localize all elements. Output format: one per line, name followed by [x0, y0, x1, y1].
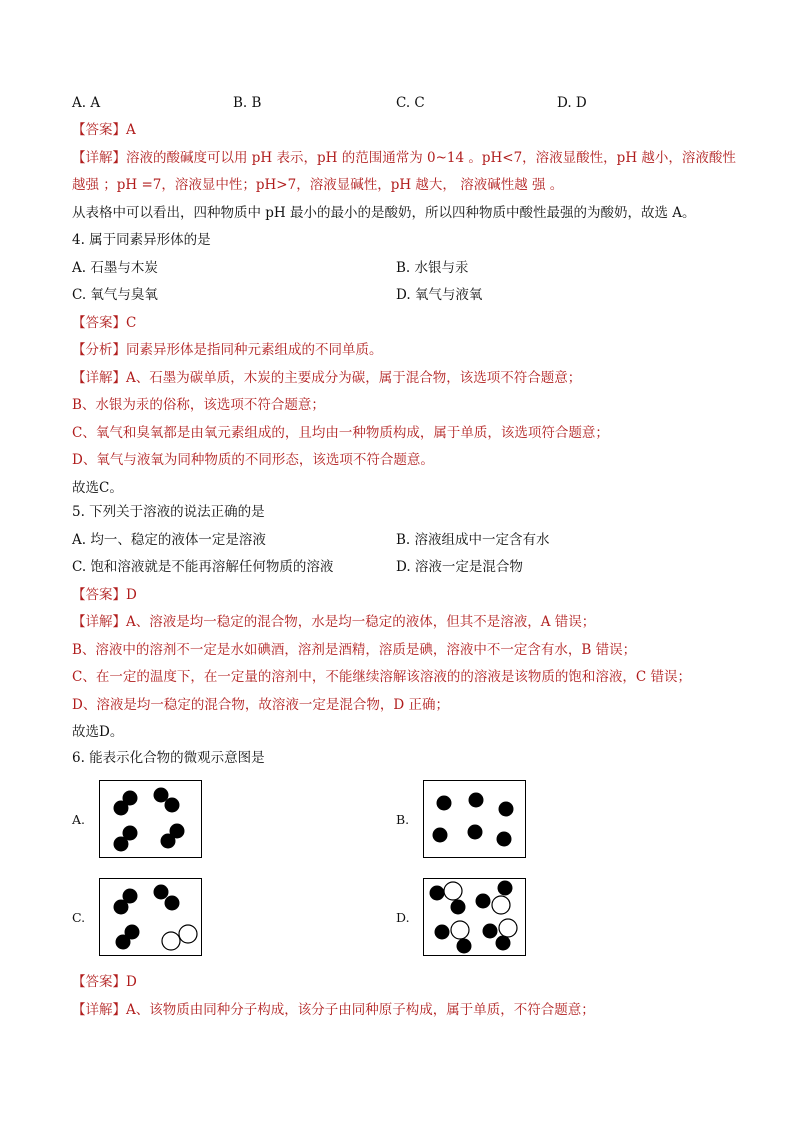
q4-stem: 4. 属于同素异形体的是 — [72, 232, 211, 248]
q3-answer — [72, 120, 136, 140]
q4-detail-d: D、氧气与液氧为同种物质的不同形态，该选项不符合题意。 — [72, 452, 434, 468]
q5-option-d: D. 溶液一定是混合物 — [396, 559, 523, 575]
q6-diagram-b-svg — [424, 781, 525, 857]
answer-tag: 【答案】 — [72, 122, 126, 138]
q6-diagram-c-svg — [100, 879, 201, 955]
q4-detail-c: C、氧气和臭氧都是由氧元素组成的，且均由一种物质构成，属于单质，该选项符合题意； — [72, 425, 609, 441]
black-atom — [435, 925, 450, 940]
q3-option-a: A. A — [72, 95, 101, 111]
q5-answer — [72, 585, 137, 605]
black-atom — [165, 896, 180, 911]
answer-tag: 【答案】 — [72, 587, 126, 603]
q4-option-a: A. 石墨与木炭 — [72, 260, 158, 276]
answer-tag: 【答案】 — [72, 974, 126, 990]
black-atom — [451, 900, 466, 915]
q5-option-a: A. 均一、稳定的液体一定是溶液 — [72, 532, 266, 548]
white-atom — [499, 919, 517, 937]
black-atom — [498, 881, 513, 896]
q4-option-c: C. 氧气与臭氧 — [72, 287, 158, 303]
answer-tag: 【答案】 — [72, 315, 126, 331]
q5-detail-d: D、溶液是均一稳定的混合物，故溶液一定是混合物，D 正确； — [72, 697, 449, 713]
q6-diagram-c — [99, 878, 202, 956]
black-atom — [457, 939, 472, 954]
answer-value: C — [126, 315, 137, 331]
q3-detail-line-2: 越强 ；pH =7，溶液显中性；pH>7，溶液显碱性，pH 越大， 溶液碱性越 强 。 — [72, 177, 564, 193]
black-atom — [433, 828, 448, 843]
detail-text: A、石墨为碳单质，木炭的主要成分为碳，属于混合物，该选项不符合题意； — [126, 370, 582, 386]
detail-tag: 【详解】 — [72, 614, 126, 630]
q6-detail-a — [72, 1000, 595, 1020]
black-atom — [499, 802, 514, 817]
black-atom — [114, 801, 129, 816]
black-atom — [430, 886, 445, 901]
q6-diagram-b — [423, 780, 526, 858]
white-atom — [444, 882, 462, 900]
q4-option-d: D. 氧气与液氧 — [396, 287, 483, 303]
black-atom — [165, 798, 180, 813]
q3-option-d: D. D — [557, 95, 587, 111]
q6-option-d-label: D. — [396, 910, 410, 925]
q4-detail-b: B、水银为汞的俗称，该选项不符合题意； — [72, 397, 325, 413]
black-atom — [161, 834, 176, 849]
q4-option-b: B. 水银与汞 — [396, 260, 469, 276]
white-atom — [451, 921, 469, 939]
analysis-tag: 【分析】 — [72, 342, 126, 358]
q3-option-b: B. B — [233, 95, 262, 111]
detail-text: A、溶液是均一稳定的混合物，水是均一稳定的液体，但其不是溶液，A 错误； — [126, 614, 596, 630]
white-atom — [492, 896, 510, 914]
q4-answer — [72, 313, 136, 333]
black-atom — [116, 935, 131, 950]
black-atom — [469, 793, 484, 808]
black-atom — [437, 796, 452, 811]
q3-option-c: C. C — [396, 95, 425, 111]
detail-tag: 【详解】 — [72, 1002, 126, 1018]
detail-tag: 【详解】 — [72, 150, 126, 166]
detail-tag: 【详解】 — [72, 370, 126, 386]
q5-stem: 5. 下列关于溶液的说法正确的是 — [72, 504, 265, 520]
black-atom — [114, 837, 129, 852]
white-atom — [179, 925, 197, 943]
q6-option-c-label: C. — [72, 910, 86, 925]
detail-text: 溶液的酸碱度可以用 pH 表示，pH 的范围通常为 0~14 。pH<7，溶液显酸性，pH 越小，溶液酸性 — [126, 150, 736, 166]
q6-diagram-d-svg — [424, 879, 525, 955]
black-atom — [468, 825, 483, 840]
q3-detail-line-1 — [72, 148, 736, 168]
q5-detail-c: C、在一定的温度下，在一定量的溶剂中，不能继续溶解该溶液的的溶液是该物质的饱和溶液，C 错误； — [72, 669, 691, 685]
black-atom — [154, 885, 169, 900]
answer-value: D — [126, 587, 137, 603]
q5-option-b: B. 溶液组成中一定含有水 — [396, 532, 550, 548]
white-atom — [162, 932, 180, 950]
black-atom — [114, 900, 129, 915]
q4-analysis — [72, 340, 383, 360]
q5-detail-b: B、溶液中的溶剂不一定是水如碘酒，溶剂是酒精，溶质是碘，溶液中不一定含有水，B 错误； — [72, 642, 637, 658]
q4-detail-a — [72, 368, 581, 388]
black-atom — [476, 894, 491, 909]
black-atom — [483, 924, 498, 939]
q3-detail-line-3: 从表格中可以看出，四种物质中 pH 最小的最小的是酸奶，所以四种物质中酸性最强的为酸奶，故选 A。 — [72, 205, 696, 221]
answer-value: D — [126, 974, 137, 990]
q4-conclusion: 故选C。 — [72, 480, 123, 496]
q6-option-b-label: B. — [396, 812, 410, 827]
detail-text: A、该物质由同种分子构成，该分子由同种原子构成，属于单质，不符合题意； — [126, 1002, 595, 1018]
black-atom — [496, 936, 511, 951]
black-atom — [497, 832, 512, 847]
q6-diagram-a — [99, 780, 202, 858]
q5-detail-a — [72, 612, 595, 632]
answer-value: A — [126, 122, 136, 138]
q5-option-c: C. 饱和溶液就是不能再溶解任何物质的溶液 — [72, 559, 334, 575]
q5-conclusion: 故选D。 — [72, 724, 124, 740]
q6-diagram-a-svg — [100, 781, 201, 857]
analysis-text: 同素异形体是指同种元素组成的不同单质。 — [126, 342, 383, 358]
q6-stem: 6. 能表示化合物的微观示意图是 — [72, 750, 265, 766]
q6-diagram-d — [423, 878, 526, 956]
q6-answer — [72, 972, 137, 992]
q6-option-a-label: A. — [72, 812, 86, 827]
